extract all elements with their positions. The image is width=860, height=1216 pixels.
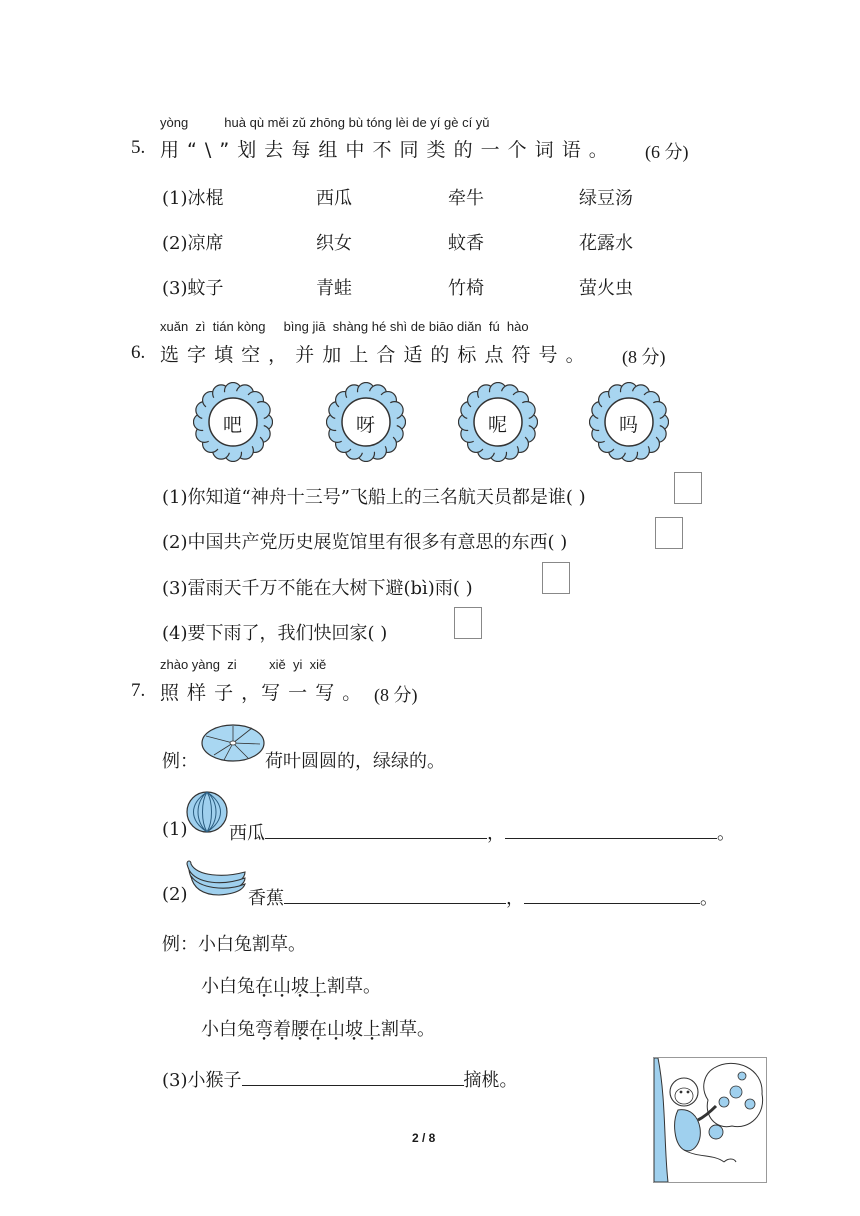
- ex2-l3-part-5: 在: [309, 1019, 327, 1040]
- q7-item1-blank-1[interactable]: [265, 820, 487, 839]
- q5-score: (6 分): [645, 142, 689, 162]
- q7-number: 7.: [131, 680, 146, 701]
- page-number: 2 / 8: [412, 1131, 436, 1145]
- q5-r2-c4[interactable]: 花露水: [579, 233, 633, 254]
- ex2-l3-part-8: 上: [363, 1019, 381, 1040]
- q6-title: 选 字 填 空 ， 并 加 上 合 适 的 标 点 符 号 。: [160, 344, 586, 366]
- q6-sentence-2[interactable]: (2)中国共产党历史展览馆里有很多有意思的东西( ): [162, 532, 568, 553]
- q5-r3-c1[interactable]: (3)蚊子: [162, 278, 224, 299]
- lotus-leaf-image: [200, 722, 266, 764]
- q5-r1-c2[interactable]: 西瓜: [316, 188, 352, 209]
- q7-pinyin: zhào yàng zi xiě yi xiě: [160, 657, 327, 672]
- flower-ba: [193, 382, 273, 462]
- q7-item1-comma: ，: [487, 823, 505, 844]
- q6-sentence-4[interactable]: (4)要下雨了，我们快回家( ): [162, 623, 388, 644]
- flower-ba-char: 吧: [223, 414, 243, 436]
- q5-r2-c2[interactable]: 织女: [316, 233, 352, 254]
- q5-r3-c4[interactable]: 萤火虫: [579, 278, 633, 299]
- q5-r2-c1[interactable]: (2)凉席: [162, 233, 224, 254]
- ex2-l3-part-2: 弯: [255, 1019, 273, 1040]
- q5-r1-c3[interactable]: 牵牛: [448, 188, 484, 209]
- watermelon-icon: [185, 790, 229, 834]
- monkey-icon: [654, 1058, 766, 1182]
- q6-score: (8 分): [622, 347, 666, 367]
- ex2-l3-part-3: 着: [273, 1019, 291, 1040]
- ex2-l2-part-4: 坡: [291, 976, 309, 997]
- ex2-l3-part-4: 腰: [291, 1019, 309, 1040]
- ex2-l3-part-7: 坡: [345, 1019, 363, 1040]
- banana-icon: [183, 858, 249, 896]
- q5-r3-c2[interactable]: 青蛙: [316, 278, 352, 299]
- q7-item2-blank-2[interactable]: [524, 885, 700, 904]
- q6-answer-box-2[interactable]: [655, 517, 683, 549]
- q7-example1-label: 例：: [162, 751, 198, 772]
- ex2-l2-part-1: 小白兔: [201, 976, 255, 997]
- q6-pinyin: xuǎn zì tián kòng bìng jiā shàng hé shì de biāo diǎn fú hào: [160, 319, 529, 334]
- q5-r1-c4[interactable]: 绿豆汤: [579, 188, 633, 209]
- q7-example2-line3: [201, 1015, 435, 1041]
- flower-ya: [326, 382, 406, 462]
- q7-score: (8 分): [374, 685, 418, 705]
- q7-item3-num: (3)小猴子: [162, 1070, 242, 1091]
- watermelon-image: [185, 790, 229, 834]
- q7-example2-line1: 例：小白兔割草。: [162, 934, 306, 955]
- q7-item1-num: (1): [162, 819, 188, 840]
- ex2-l3-part-1: 小白兔: [201, 1019, 255, 1040]
- q7-item3-blank[interactable]: [242, 1067, 464, 1086]
- q5-r2-c3[interactable]: 蚊香: [448, 233, 484, 254]
- q7-item2-period: 。: [700, 888, 718, 909]
- q7-item2-num: (2): [162, 884, 188, 905]
- q7-item1-line[interactable]: [229, 819, 735, 845]
- q7-item2-comma: ，: [506, 888, 524, 909]
- q7-item2-line[interactable]: [248, 884, 718, 910]
- q7-item3-end: 摘桃。: [463, 1070, 518, 1091]
- q7-item1-word: 西瓜: [229, 823, 265, 844]
- q5-number: 5.: [131, 137, 146, 158]
- q7-item2-blank-1[interactable]: [284, 885, 506, 904]
- q7-item1-period: 。: [717, 823, 735, 844]
- flower-ya-char: 呀: [356, 414, 376, 436]
- q7-item1-blank-2[interactable]: [505, 820, 717, 839]
- flower-ma: [589, 382, 669, 462]
- monkey-picking-peach-image: [653, 1057, 767, 1183]
- q6-sentence-1[interactable]: (1)你知道“神舟十三号”飞船上的三名航天员都是谁( ): [162, 487, 586, 508]
- q7-title: 照 样 子 ，写 一 写 。: [160, 682, 363, 704]
- q6-sentence-3[interactable]: (3)雷雨天千万不能在大树下避(bì)雨( ): [162, 578, 473, 599]
- q7-example1-text: 荷叶圆圆的，绿绿的。: [265, 751, 445, 772]
- ex2-l2-part-3: 山: [273, 976, 291, 997]
- q6-answer-box-4[interactable]: [454, 607, 482, 639]
- q5-pinyin: yòng huà qù měi zǔ zhōng bù tóng lèi de yí gè cí yǔ: [160, 115, 490, 130]
- flower-ne: [458, 382, 538, 462]
- q6-answer-box-1[interactable]: [674, 472, 702, 504]
- ex2-l2-part-2: 在: [255, 976, 273, 997]
- q5-r1-c1[interactable]: (1)冰棍: [162, 188, 224, 209]
- q7-example2-line2: [201, 972, 381, 998]
- q5-title: 用 “ \ ” 划 去 每 组 中 不 同 类 的 一 个 词 语 。: [160, 139, 609, 161]
- q7-item3-line[interactable]: [162, 1066, 518, 1092]
- q5-r3-c3[interactable]: 竹椅: [448, 278, 484, 299]
- lotus-leaf-icon: [200, 722, 266, 764]
- flower-ma-char: 吗: [619, 414, 639, 436]
- q7-item2-word: 香蕉: [248, 888, 284, 909]
- ex2-l3-part-9: 割草。: [381, 1019, 435, 1040]
- ex2-l3-part-6: 山: [327, 1019, 345, 1040]
- q6-answer-box-3[interactable]: [542, 562, 570, 594]
- flower-ne-char: 呢: [488, 414, 508, 436]
- ex2-l2-part-6: 割草。: [327, 976, 381, 997]
- banana-image: [183, 858, 249, 896]
- q6-number: 6.: [131, 342, 146, 363]
- ex2-l2-part-5: 上: [309, 976, 327, 997]
